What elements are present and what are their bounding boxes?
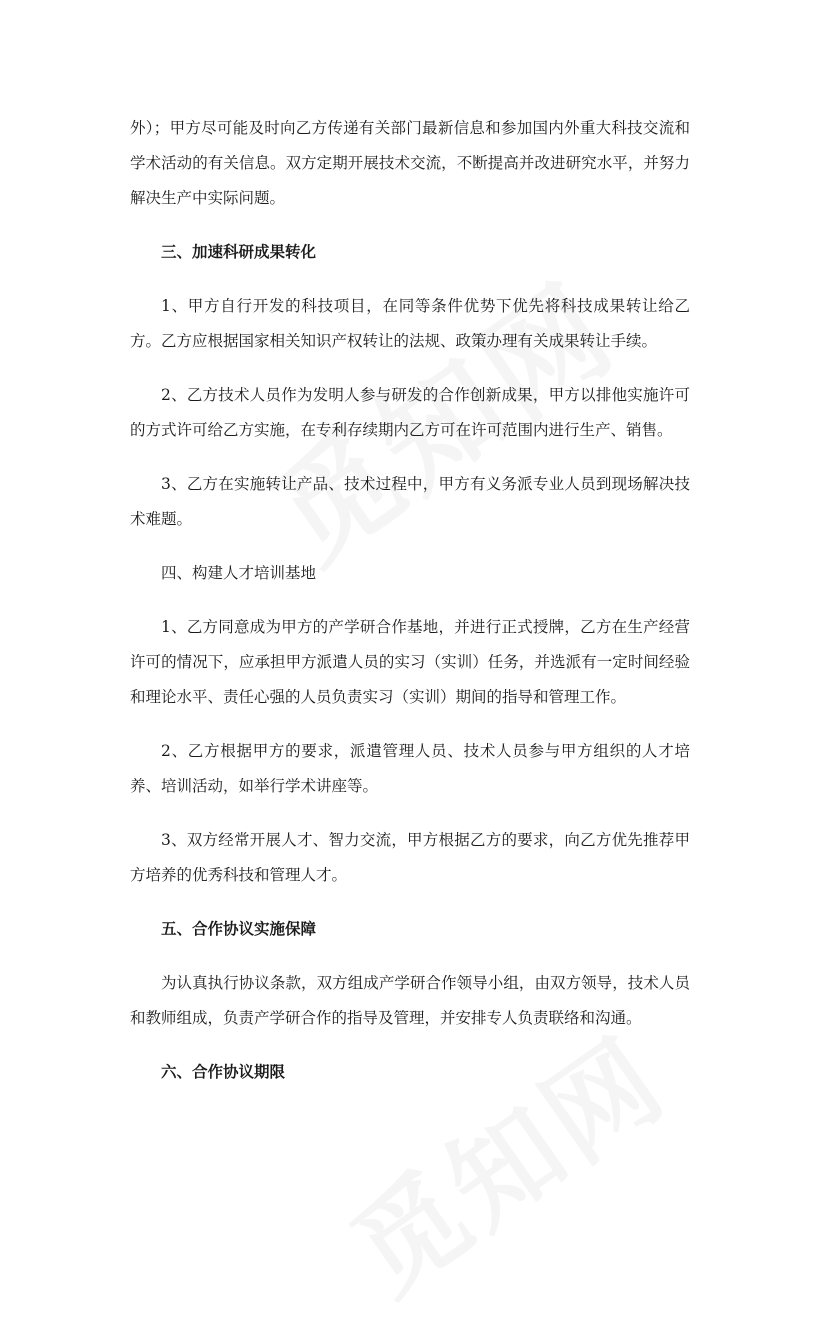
section-heading-4: 四、构建人才培训基地 [161, 564, 317, 582]
paragraph-5: 为认真执行协议条款，双方组成产学研合作领导小组，由双方领导，技术人员和教师组成，负责产学研合作的指导及管理，并安排专人负责联络和沟通。 [130, 974, 690, 1027]
paragraph-4-2: 2、乙方根据甲方的要求，派遣管理人员、技术人员参与甲方组织的人才培养、培训活动，如举行学术讲座等。 [130, 742, 690, 795]
paragraph-4-3: 3、双方经常开展人才、智力交流，甲方根据乙方的要求，向乙方优先推荐甲方培养的优秀科技和管理人才。 [130, 831, 690, 884]
paragraph-3-3: 3、乙方在实施转让产品、技术过程中，甲方有义务派专业人员到现场解决技术难题。 [130, 475, 690, 528]
paragraph-4-1: 1、乙方同意成为甲方的产学研合作基地，并进行正式授牌，乙方在生产经营许可的情况下，应承担甲方派遣人员的实习（实训）任务，并选派有一定时间经验和理论水平、责任心强的人员负责实习（实训）期间的指导和管理工作。 [130, 618, 690, 706]
section-heading-3: 三、加速科研成果转化 [161, 243, 317, 261]
paragraph-continuation: 外）；甲方尽可能及时向乙方传递有关部门最新信息和参加国内外重大科技交流和学术活动的有关信息。双方定期开展技术交流，不断提高并改进研究水平，并努力解决生产中实际问题。 [130, 119, 690, 207]
section-heading-6: 六、合作协议期限 [161, 1063, 286, 1081]
document-body [130, 111, 690, 1109]
paragraph-3-1: 1、甲方自行开发的科技项目，在同等条件优势下优先将科技成果转让给乙方。乙方应根据国家相关知识产权转让的法规、政策办理有关成果转让手续。 [130, 297, 690, 350]
paragraph-3-2: 2、乙方技术人员作为发明人参与研发的合作创新成果，甲方以排他实施许可的方式许可给乙方实施，在专利存续期内乙方可在许可范围内进行生产、销售。 [130, 386, 690, 439]
section-heading-5: 五、合作协议实施保障 [161, 920, 317, 938]
